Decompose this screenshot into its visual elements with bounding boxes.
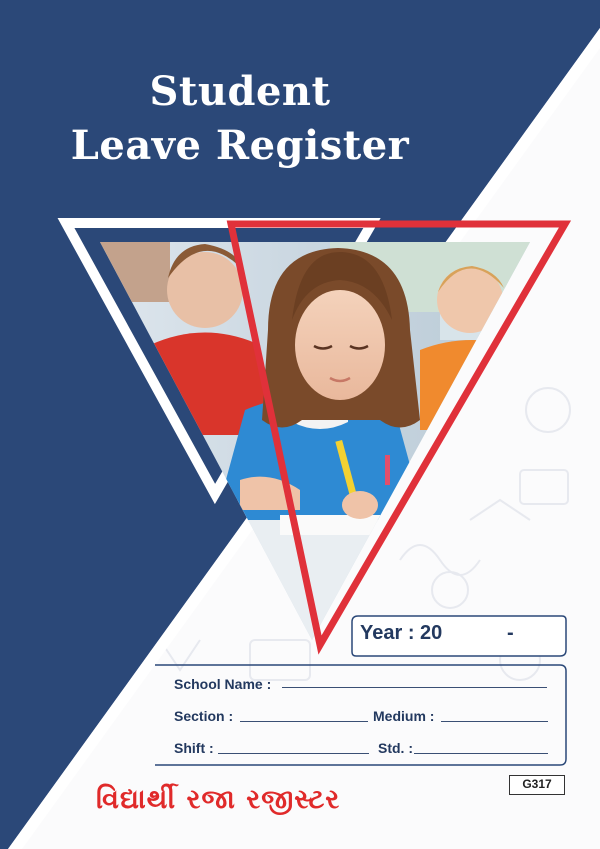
medium-label: Medium : <box>373 708 435 724</box>
section-line[interactable] <box>240 721 368 722</box>
std-label: Std. : <box>378 740 413 756</box>
section-label: Section : <box>174 708 234 724</box>
title-line-2: Leave Register <box>70 122 410 169</box>
std-line[interactable] <box>414 753 548 754</box>
shift-label: Shift : <box>174 740 214 756</box>
gujarati-subtitle: વિદ્યાર્થી રજા રજીસ્ટર <box>96 784 341 815</box>
product-code-badge: G317 <box>509 775 565 795</box>
year-dash: - <box>507 622 514 644</box>
medium-line[interactable] <box>441 721 548 722</box>
year-label: Year : 20 <box>360 622 443 644</box>
school-name-label: School Name : <box>174 676 272 692</box>
school-name-line[interactable] <box>282 687 547 688</box>
title-line-1: Student <box>149 68 331 115</box>
shift-line[interactable] <box>218 753 369 754</box>
